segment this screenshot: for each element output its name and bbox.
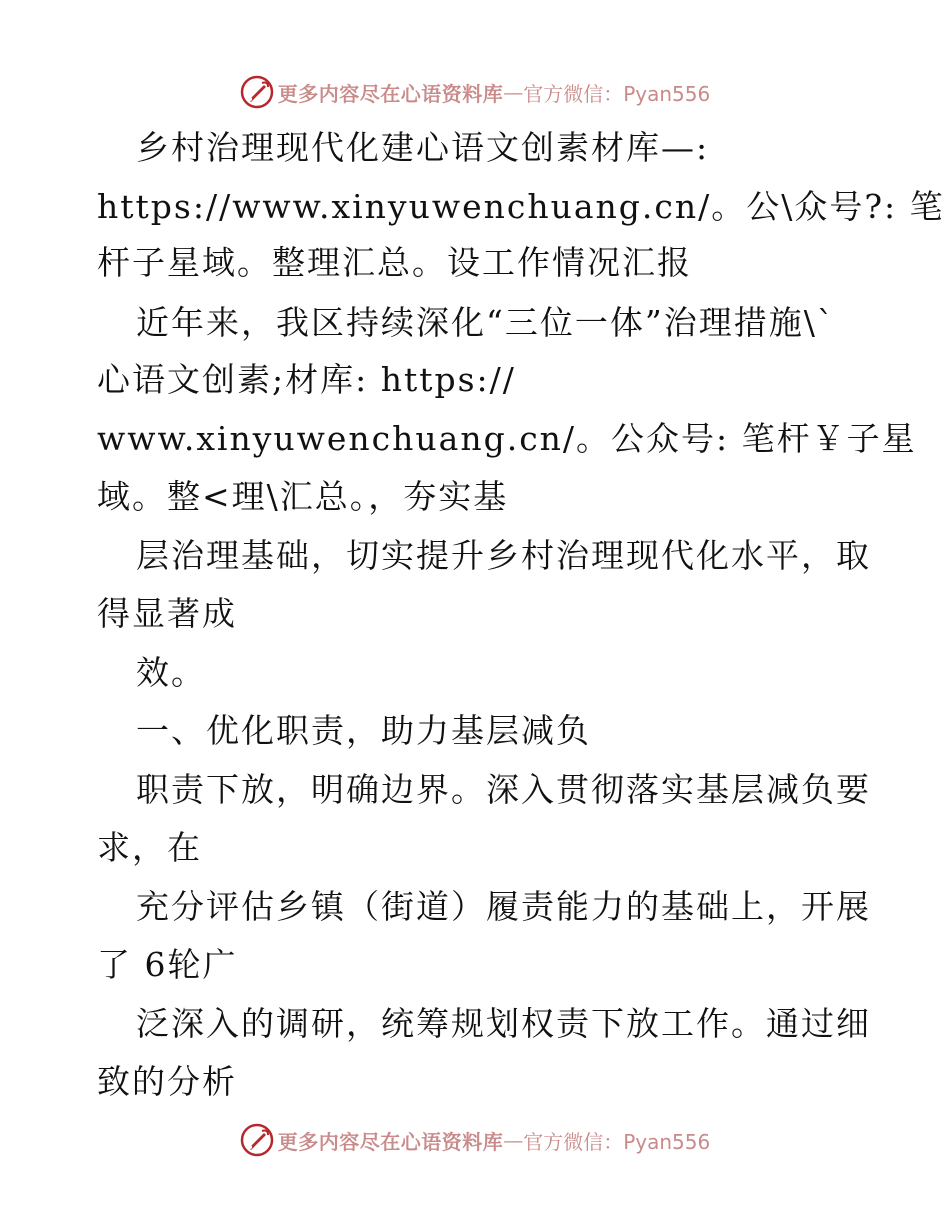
banner-wechat: 官方微信：Pyan556 xyxy=(523,1129,711,1154)
section-heading: 一、优化职责，助力基层减负 xyxy=(136,711,591,750)
text-line: 了 6轮广 xyxy=(97,945,238,984)
text-line: 近年来，我区持续深化“三位一体”治理措施\` xyxy=(136,303,836,342)
text-line: 职责下放，明确边界。深入贯彻落实基层减负要 xyxy=(136,770,871,809)
text-line: 得显著成 xyxy=(97,594,237,633)
text-line: 效。 xyxy=(136,653,206,692)
banner-separator: — xyxy=(503,80,524,104)
text-line: 乡村治理现代化建心语文创素材库—: xyxy=(136,128,710,167)
text-line: https://www.xinyuwenchuang.cn/。公\众号?: 笔 xyxy=(97,187,945,226)
text-line: 层治理基础，切实提升乡村治理现代化水平，取 xyxy=(136,536,871,575)
text-line: 心语文创素;材库: https:// xyxy=(97,360,516,399)
text-line: 域。整<理\汇总。，夯实基 xyxy=(97,477,509,516)
text-line: 致的分析 xyxy=(97,1062,237,1101)
banner-separator: — xyxy=(503,1128,524,1152)
text-line: 求，在 xyxy=(97,828,202,867)
text-line: 充分评估乡镇（街道）履责能力的基础上，开展 xyxy=(136,887,871,926)
text-line: 泛深入的调研，统筹规划权责下放工作。通过细 xyxy=(136,1004,871,1043)
footer-banner xyxy=(0,1118,950,1162)
banner-wechat: 官方微信：Pyan556 xyxy=(523,81,711,106)
quill-logo-icon xyxy=(240,1123,274,1157)
text-line: 杆子星域。整理汇总。设工作情况汇报 xyxy=(97,243,692,282)
banner-title: 更多内容尽在心语资料库 xyxy=(277,81,504,106)
banner-title: 更多内容尽在心语资料库 xyxy=(277,1129,504,1154)
text-line: www.xinyuwenchuang.cn/。公众号: 笔杆￥子星 xyxy=(97,419,917,458)
